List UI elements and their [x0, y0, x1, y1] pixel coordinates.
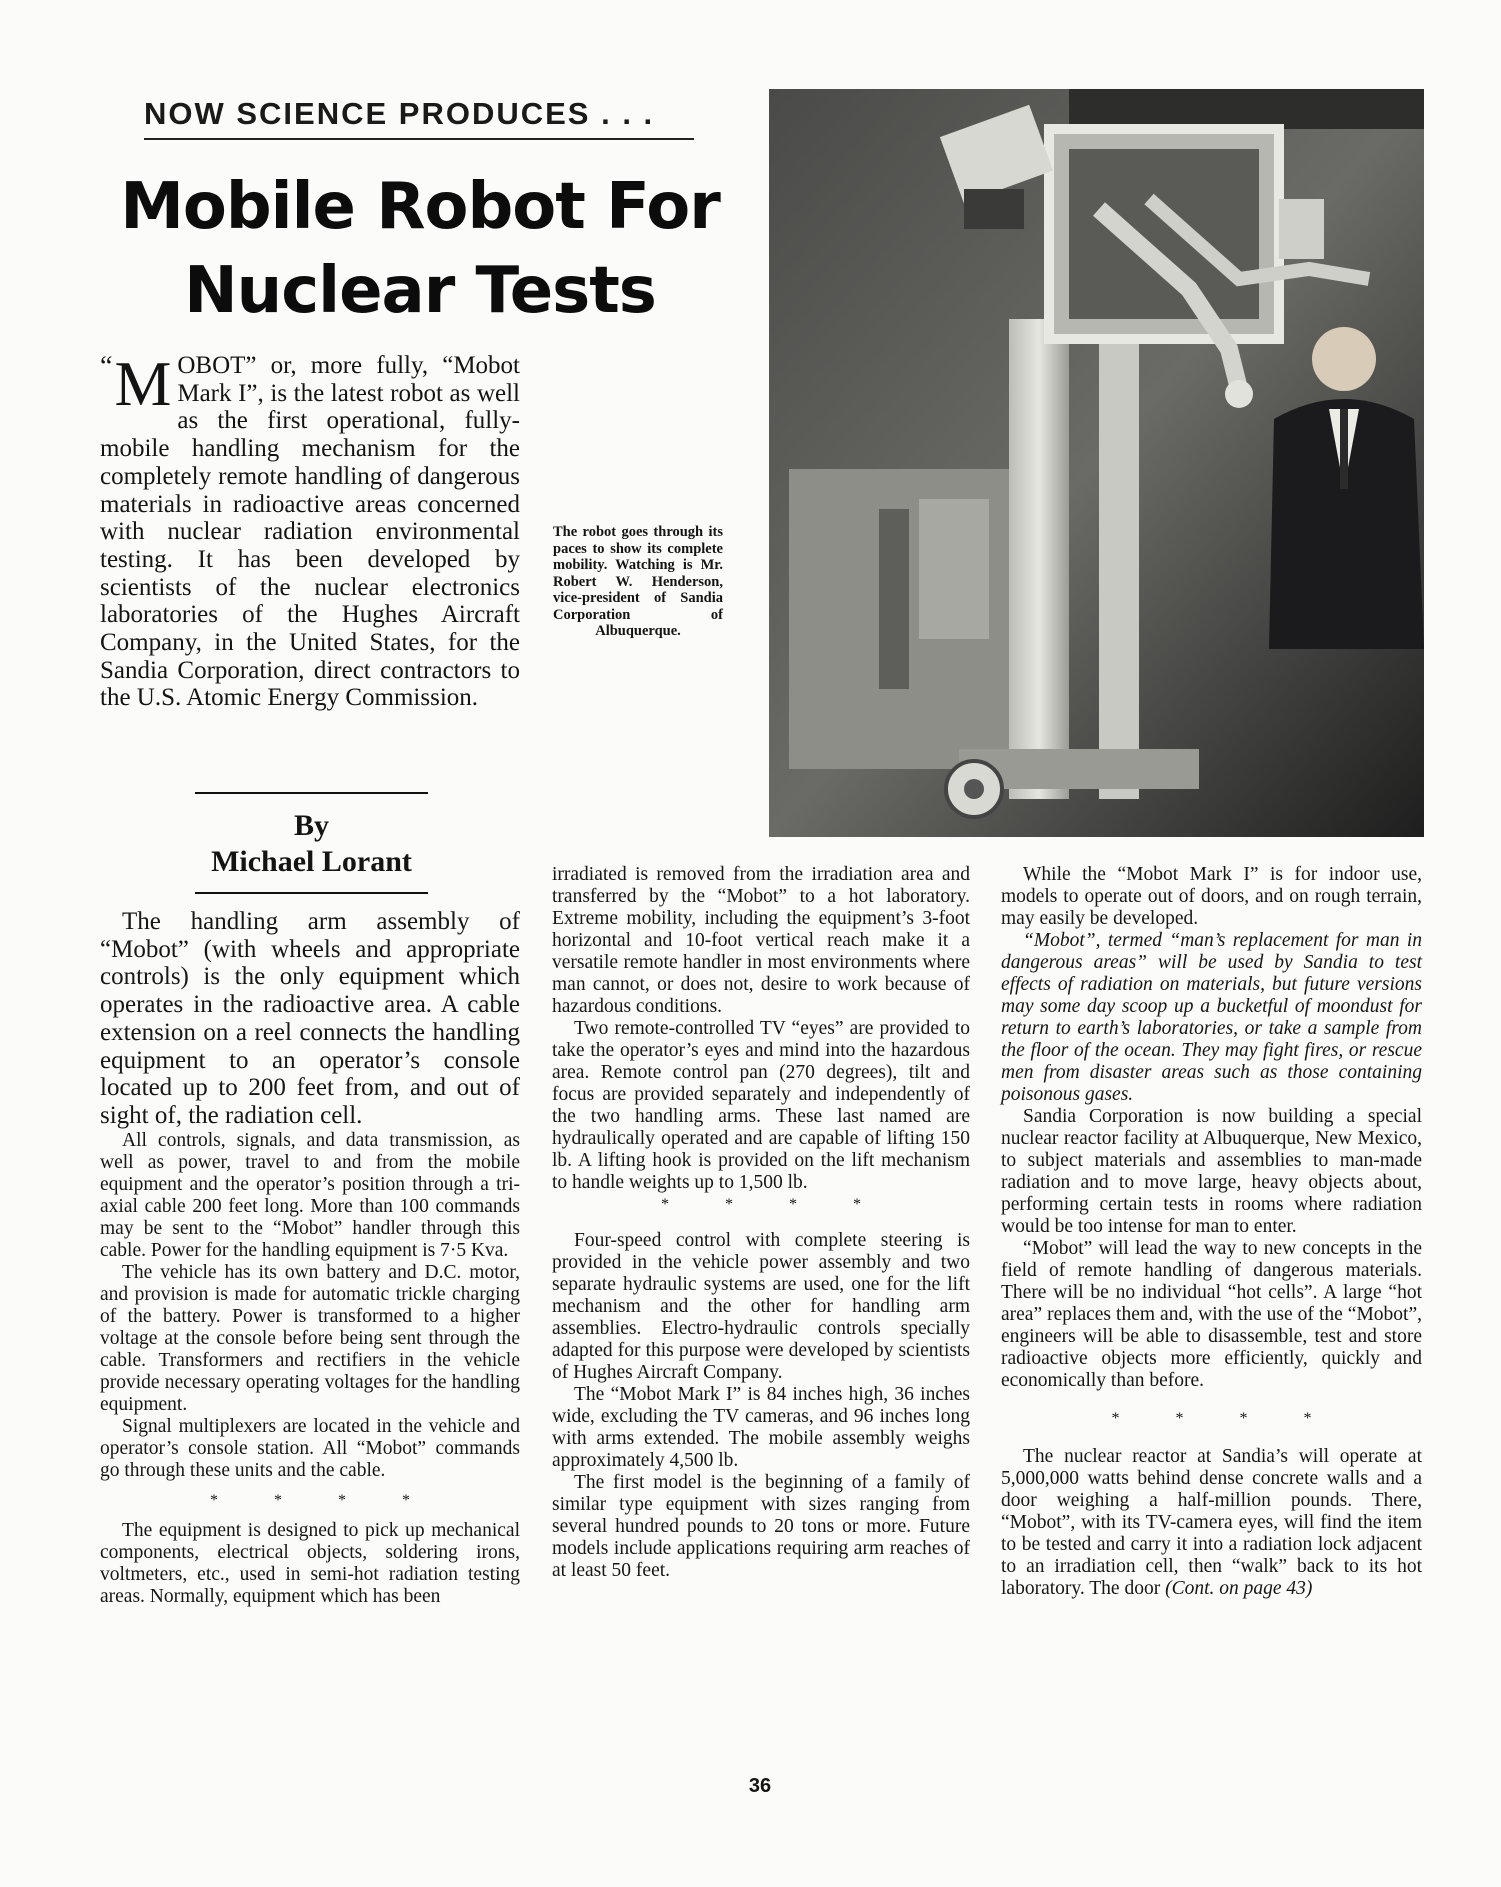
- robot-photo: [769, 89, 1424, 837]
- col2-p1: irradiated is removed from the irradiation area and transferred by the “Mobot” to a hot laboratory. Extreme mobility, including the equipment’s 3-foot horizontal and 10-foot vertical reach make it a versatile remote handler in most environments where man cannot, or does not, desire to work because of hazardous conditions.: [552, 864, 970, 1017]
- robot-photo-icon: [769, 89, 1424, 837]
- section-kicker: NOW SCIENCE PRODUCES . . .: [144, 96, 694, 140]
- col3-p4: “Mobot” will lead the way to new concepts in the field of remote handling of dangerous materials. There will be no individual “hot cells”. A large “hot area” replaces them and, with the use of the “Mobot”, engineers will be able to disassemble, test and store radioactive objects more efficiently, quickly and economically than before.: [1001, 1238, 1422, 1391]
- col1-p2: The vehicle has its own battery and D.C. motor, and provision is made for automatic trickle charging of the battery. Power is transformed to a higher voltage at the console before being sent through the cable. Transformers and rectifiers in the vehicle provide necessary operating voltages for the handling equipment.: [100, 1261, 520, 1415]
- col3-p5: [1001, 1446, 1422, 1600]
- byline-box: [195, 792, 428, 894]
- drop-cap: M: [114, 348, 172, 419]
- headline-line-2: Nuclear Tests: [184, 254, 656, 328]
- page-number: 36: [748, 1775, 772, 1797]
- col2-p2: Two remote-controlled TV “eyes” are provided to take the operator’s eyes and mind into the hazardous area. Remote control pan (270 degrees), tilt and focus are provided separately and independently of the two handling arms. These last named are hydraulically operated and are capable of lifting 150 lb. A lifting hook is provided on the lift mechanism to handle weights up to 1,500 lb.: [552, 1018, 970, 1193]
- col2-separator: * * * *: [661, 1196, 887, 1213]
- column-3: [1001, 864, 1422, 1600]
- column-2: [552, 864, 970, 1582]
- col3-separator: * * * *: [1111, 1410, 1338, 1427]
- col1-p4: The equipment is designed to pick up mechanical components, electrical objects, soldering irons, voltmeters, etc., used in semi-hot radiation testing areas. Normally, equipment which has been: [100, 1519, 520, 1607]
- open-quote: “: [100, 351, 113, 382]
- continued-note: (Cont. on page 43): [1165, 1578, 1313, 1599]
- photo-caption: The robot goes through its paces to show its complete mobility. Watching is Mr. Robert W. Henderson, vice-president of Sandia Corporation of Albuquerque.: [553, 524, 723, 639]
- column-1: [100, 908, 520, 1608]
- col1-separator: * * * *: [210, 1491, 436, 1509]
- col3-p5-text: The nuclear reactor at Sandia’s will operate at 5,000,000 watts behind dense concrete walls and a door weighing a half-million pounds. There, “Mobot”, with its TV-camera eyes, will find the item to be tested and carry it into a radiation lock adjacent to an irradiation cell, then “walk” back to its hot laboratory. The door: [1001, 1446, 1422, 1599]
- intro-text: OBOT” or, more fully, “Mobot Mark I”, is the latest robot as well as the first operational, fully-mobile handling mechanism for the completely remote handling of dangerous materials in radioactive areas concerned with nuclear radiation environmental testing. It has been developed by scientists of the nuclear electronics laboratories of the Hughes Aircraft Company, in the United States, for the Sandia Corporation, direct contractors to the U.S. Atomic Energy Commission.: [100, 352, 520, 712]
- col1-p3: Signal multiplexers are located in the vehicle and operator’s console station. All “Mobot” commands go through these units and the cable.: [100, 1415, 520, 1481]
- col2-p3: Four-speed control with complete steering is provided in the vehicle power assembly and two separate hydraulic systems are used, one for the lift mechanism and the other for handling arm assemblies. Electro-hydraulic controls specially adapted for this purpose were developed by scientists of Hughes Aircraft Company.: [552, 1230, 970, 1383]
- col3-p1: While the “Mobot Mark I” is for indoor use, models to operate out of doors, and on rough terrain, may easily be developed.: [1001, 864, 1422, 929]
- col2-p5: The first model is the beginning of a family of similar type equipment with sizes ranging from several hundred pounds to 20 tons or more. Future models include applications requiring arm reaches of at least 50 feet.: [552, 1472, 970, 1581]
- col1-p1: All controls, signals, and data transmission, as well as power, travel to and from the mobile equipment and the operator’s position through a tri-axial cable 200 feet long. More than 100 commands may be sent to the “Mobot” handler through this cable. Power for the handling equipment is 7·5 Kva.: [100, 1129, 520, 1261]
- col3-p2: “Mobot”, termed “man’s replacement for man in dangerous areas” will be used by Sandia to test effects of radiation on materials, but future versions may some day scoop up a bucketful of moondust for return to earth’s laboratories, or take a sample from the floor of the ocean. They may fight fires, or rescue men from disaster areas such as those containing poisonous gases.: [1001, 930, 1422, 1105]
- col3-p3: Sandia Corporation is now building a special nuclear reactor facility at Albuquerque, New Mexico, to subject materials and assemblies to man-made radiation and to move large, heavy objects about, performing certain tests in rooms where radiation would be too intense for man to enter.: [1001, 1106, 1422, 1237]
- byline: By Michael Lorant: [211, 809, 412, 878]
- article-headline: [110, 165, 730, 333]
- col1-lead: The handling arm assembly of “Mobot” (with wheels and appropriate controls) is the only equipment which operates in the radioactive area. A cable extension on a reel connects the handling equipment to an operator’s console located up to 200 feet from, and out of sight of, the radiation cell.: [100, 908, 520, 1129]
- headline-line-1: Mobile Robot For: [120, 170, 720, 244]
- intro-paragraph: [100, 348, 520, 712]
- col2-p4: The “Mobot Mark I” is 84 inches high, 36 inches wide, excluding the TV cameras, and 96 inches long with arms extended. The mobile assembly weighs approximately 4,500 lb.: [552, 1384, 970, 1471]
